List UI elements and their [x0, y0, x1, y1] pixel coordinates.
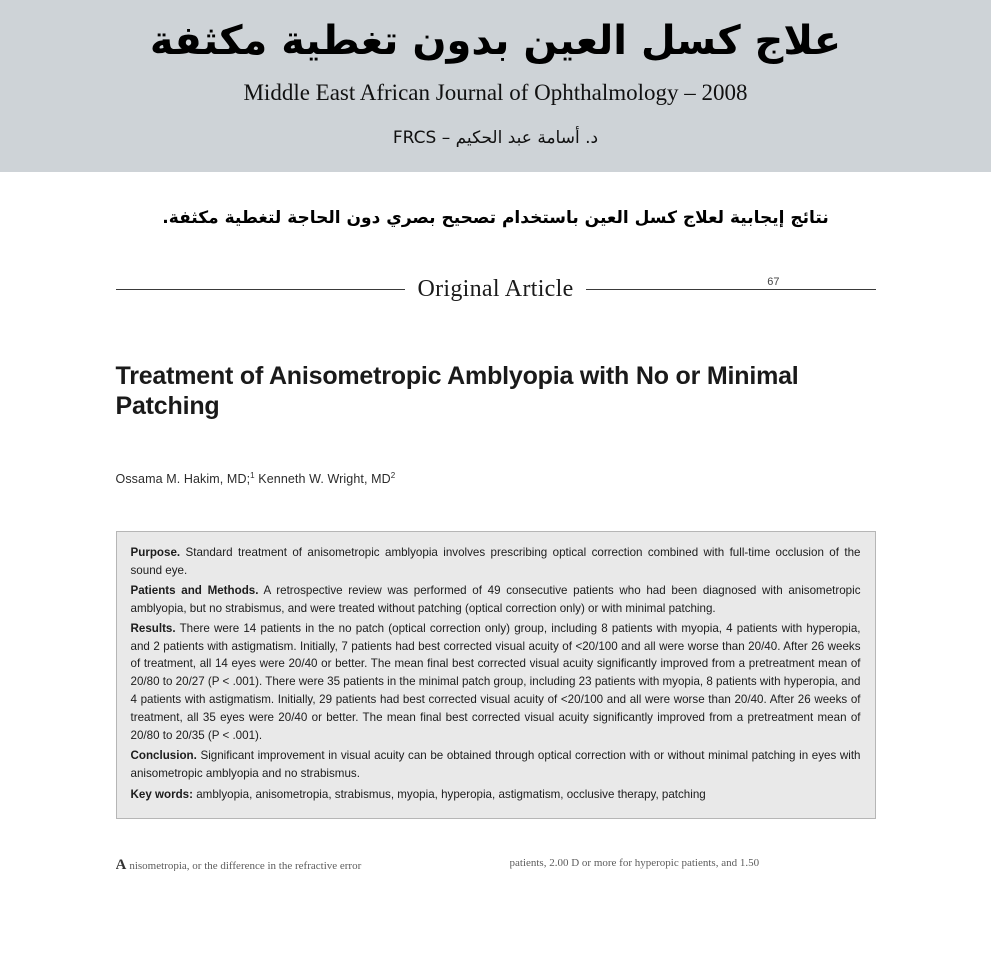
abstract-conclusion-label: Conclusion. [130, 749, 197, 763]
rule-line-left [116, 289, 406, 290]
article-title: Treatment of Anisometropic Amblyopia with No or Minimal Patching [115, 361, 799, 420]
abstract-conclusion-text: Significant improvement in visual acuity can be obtained through optical correction with or without minimal patching in eyes with anisometropic amblyopia and no strabismus. [130, 749, 861, 781]
abstract-keywords [131, 786, 861, 804]
page-number: 67 [767, 275, 780, 288]
abstract-purpose-label: Purpose. [130, 545, 181, 559]
document-title-arabic: علاج كسل العين بدون تغطية مكثفة [149, 18, 842, 64]
abstract-keywords-label: Key words: [130, 788, 193, 802]
abstract-purpose [131, 544, 861, 580]
article-body-start [116, 857, 876, 871]
journal-citation: Middle East African Journal of Ophthalmology – 2008 [243, 80, 748, 105]
abstract-purpose-text: Standard treatment of anisometropic amblyopia involves prescribing optical correction combined with full-time occlusion of the sound eye. [130, 545, 861, 577]
abstract-methods-text: A retrospective review was performed of 49 consecutive patients who had been diagnosed with anisometropic amblyopia, but no strabismus, and were treated without patching (optical correction only) or with minimal patching. [130, 583, 861, 615]
body-column-right [510, 857, 876, 871]
article-authors [116, 471, 876, 486]
section-rule [116, 276, 876, 303]
author-affiliation-marker-1: 1 [250, 470, 255, 480]
rule-line-right [586, 289, 876, 290]
author-affiliation-marker-2: 2 [390, 470, 396, 480]
scanned-article [116, 276, 876, 872]
body-text-left: nisometropia, or the difference in the refractive error [129, 860, 362, 872]
abstract-results [131, 620, 861, 746]
author-secondary: Kenneth W. Wright, MD [254, 471, 391, 486]
document-header-band [0, 0, 991, 172]
section-label: Original Article [417, 275, 574, 302]
abstract-methods-label: Patients and Methods. [130, 583, 259, 597]
summary-line-arabic: نتائج إيجابية لعلاج كسل العين باستخدام تصحيح بصري دون الحاجة لتغطية مكثفة. [162, 208, 829, 228]
body-column-left [116, 857, 482, 871]
abstract-results-text: There were 14 patients in the no patch (optical correction only) group, including 8 patients with myopia, 4 patients with hyperopia, and 2 patients with astigmatism. Initially, 7 patients had best corrected visual acuity of <20/100 and all were worse than 20/40. After 26 weeks of treatment, all 14 eyes were 20/40 or better. The mean final best corrected visual acuity significantly improved from a pretreatment mean of 20/80 to 20/27 (P < .001). There were 35 patients in the minimal patch group, including 23 patients with myopia, 8 patients with hyperopia, and 4 patients with astigmatism. Initially, 29 patients had best corrected visual acuity of <20/100 and all were worse than 20/40. After 26 weeks of treatment, all 35 eyes were 20/40 or better. The mean final best corrected visual acuity significantly improved from a pretreatment mean of 20/80 to 20/35 (P < .001). [130, 621, 861, 743]
abstract-conclusion [131, 747, 861, 783]
author-arabic: د. أسامة عبد الحكيم – FRCS [392, 128, 599, 148]
abstract-results-label: Results. [130, 621, 176, 635]
drop-cap: A [115, 857, 127, 872]
author-primary: Ossama M. Hakim, MD; [115, 471, 251, 486]
abstract-keywords-text: amblyopia, anisometropia, strabismus, myopia, hyperopia, astigmatism, occlusive therapy, patching [193, 788, 706, 802]
body-text-right: patients, 2.00 D or more for hyperopic patients, and 1.50 [509, 857, 760, 870]
abstract-methods [131, 582, 861, 618]
abstract-box [116, 531, 876, 820]
